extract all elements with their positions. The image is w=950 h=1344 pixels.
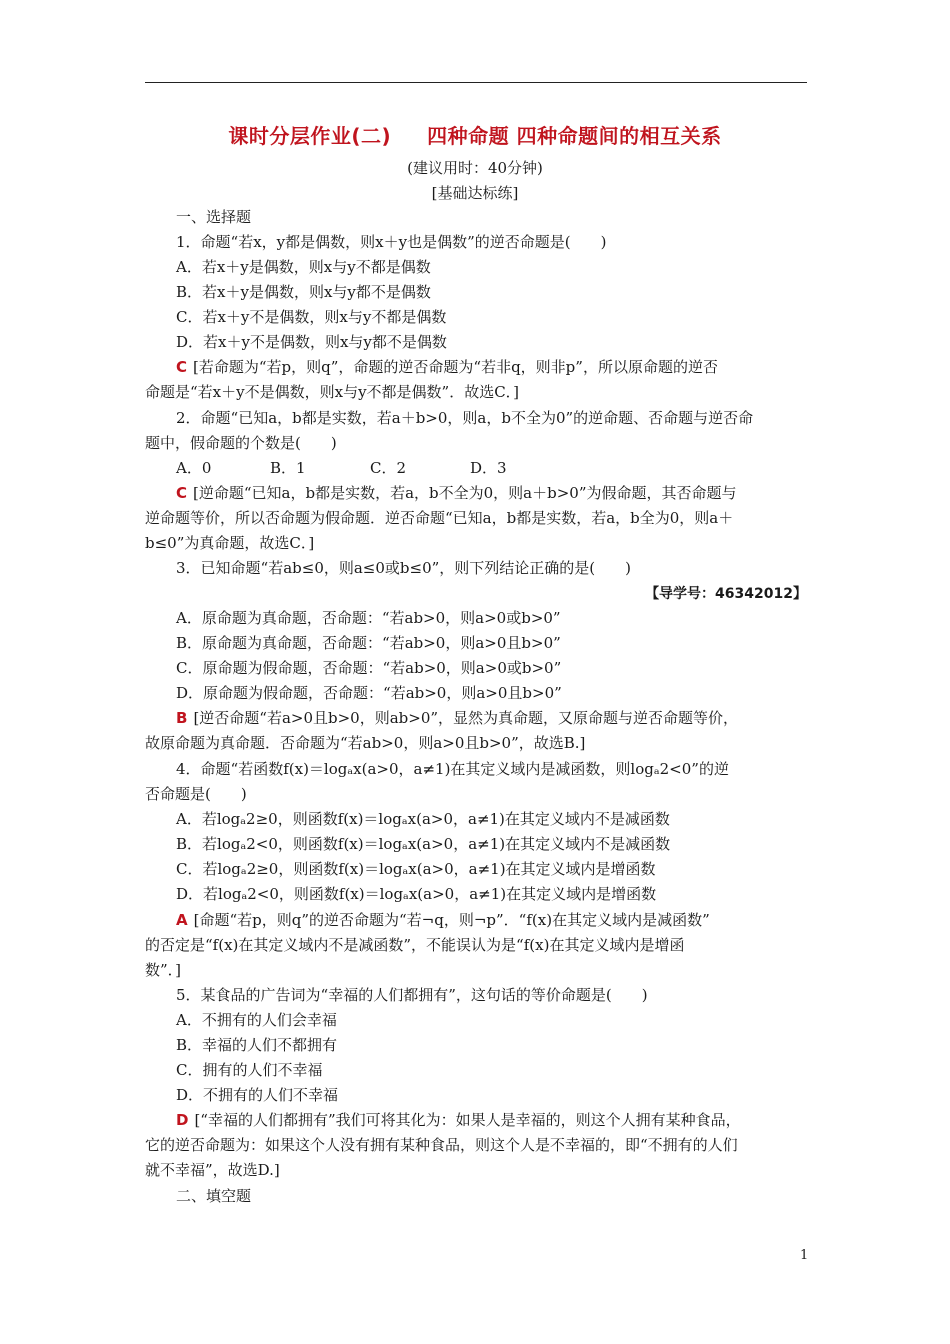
q1-option-d: D．若x＋y不是偶数，则x与y都不是偶数 [176,333,447,351]
q1-stem: 1．命题“若x，y都是偶数，则x＋y也是偶数”的逆否命题是( ) [176,233,607,251]
q1-exp-line2: 命题是“若x＋y不是偶数，则x与y不都是偶数”．故选C．] [145,383,520,401]
q5-stem: 5．某食品的广告词为“幸福的人们都拥有”，这句话的等价命题是( ) [176,986,648,1004]
q3-option-b: B．原命题为真命题，否命题：“若ab>0，则a>0且b>0” [176,634,561,652]
q5-exp-line2: 它的逆否命题为：如果这个人没有拥有某种食品，则这个人是不幸福的，即“不拥有的人们 [145,1136,738,1154]
q2-exp-line2: 逆命题等价，所以否命题为假命题．逆否命题“已知a，b都是实数，若a，b全为0，则a＋ [145,509,734,527]
q2-option-b: B．1 [270,459,306,477]
q4-option-c: C．若logₐ2≥0，则函数f(x)＝logₐx(a>0，a≠1)在其定义域内是增函数 [176,860,656,878]
q5-exp-line1: [“幸福的人们都拥有”我们可将其化为：如果人是幸福的，则这个人拥有某种食品， [194,1111,741,1129]
q2-exp-line3: b≤0”为真命题，故选C．] [145,534,315,552]
q2-stem-line1: 2．命题“已知a，b都是实数，若a＋b>0，则a，b不全为0”的逆命题、否命题与逆否命 [176,409,754,427]
q4-option-a: A．若logₐ2≥0，则函数f(x)＝logₐx(a>0，a≠1)在其定义域内不是减函数 [176,810,670,828]
q1-option-a: A．若x＋y是偶数，则x与y不都是偶数 [176,258,431,276]
q4-stem-line2: 否命题是( ) [145,785,247,803]
q3-option-d: D．原命题为假命题，否命题：“若ab>0，则a>0且b>0” [176,684,562,702]
q1-explanation [176,357,718,377]
q2-exp-line1: [逆命题“已知a，b都是实数，若a，b不全为0，则a＋b>0”为假命题，其否命题与 [193,484,737,502]
q5-option-b: B．幸福的人们不都拥有 [176,1036,338,1054]
q4-option-d: D．若logₐ2<0，则函数f(x)＝logₐx(a>0，a≠1)在其定义域内是增函数 [176,885,657,903]
q4-option-b: B．若logₐ2<0，则函数f(x)＝logₐx(a>0，a≠1)在其定义域内不是减函数 [176,835,671,853]
q1-option-c: C．若x＋y不是偶数，则x与y不都是偶数 [176,308,447,326]
title-series: 课时分层作业(二) [228,124,392,148]
q3-exp-line2: 故原命题为真命题．否命题为“若ab>0，则a>0且b>0”，故选B.] [145,734,586,752]
q2-option-d: D．3 [470,459,507,477]
q4-exp-line2: 的否定是“f(x)在其定义域内不是减函数”，不能误认为是“f(x)在其定义域内是增函 [145,936,685,954]
q2-explanation [176,483,737,503]
q3-exp-line1: [逆否命题“若a>0且b>0，则ab>0”，显然为真命题，又原命题与逆否命题等价， [193,709,739,727]
q1-option-b: B．若x＋y是偶数，则x与y都不是偶数 [176,283,431,301]
q5-option-a: A．不拥有的人们会幸福 [176,1011,337,1029]
q4-exp-line1: [命题“若p，则q”的逆否命题为“若¬q，则¬p”．“f(x)在其定义域内是减函数” [193,911,710,929]
level-label: [基础达标练] [431,184,519,202]
title-topic: 四种命题 四种命题间的相互关系 [427,124,722,148]
header-rule [145,82,807,83]
q5-exp-line3: 就不幸福”，故选D.] [145,1161,280,1179]
q2-stem-line2: 题中，假命题的个数是( ) [145,434,337,452]
q4-explanation [176,910,710,930]
q5-explanation [176,1110,741,1130]
q4-stem-line1: 4．命题“若函数f(x)＝logₐx(a>0，a≠1)在其定义域内是减函数，则logₐ2<0”的逆 [176,760,729,778]
q3-option-a: A．原命题为真命题，否命题：“若ab>0，则a>0或b>0” [176,609,561,627]
time-note: (建议用时：40分钟) [407,159,543,177]
q3-explanation [176,708,738,728]
page-number: 1 [800,1248,809,1263]
q5-option-c: C．拥有的人们不幸福 [176,1061,323,1079]
q1-answer: C [176,358,188,376]
q2-answer: C [176,484,188,502]
q2-option-c: C．2 [370,459,407,477]
q1-exp-line1: [若命题为“若p，则q”，命题的逆否命题为“若非q，则非p”，所以原命题的逆否 [193,358,718,376]
q3-answer: B [176,709,188,727]
page-title [0,120,950,149]
q4-exp-line3: 数”．] [145,961,182,979]
q3-guide-number: 【导学号：46342012】 [645,586,807,602]
section-heading-choice: 一、选择题 [176,208,252,226]
q4-answer: A [176,911,188,929]
q2-options [176,458,507,478]
q2-option-a: A．0 [176,459,212,477]
q3-stem: 3．已知命题“若ab≤0，则a≤0或b≤0”，则下列结论正确的是( ) [176,559,632,577]
section-heading-fill: 二、填空题 [176,1187,252,1205]
q5-answer: D [176,1111,189,1129]
q5-option-d: D．不拥有的人们不幸福 [176,1086,339,1104]
q3-option-c: C．原命题为假命题，否命题：“若ab>0，则a>0或b>0” [176,659,562,677]
